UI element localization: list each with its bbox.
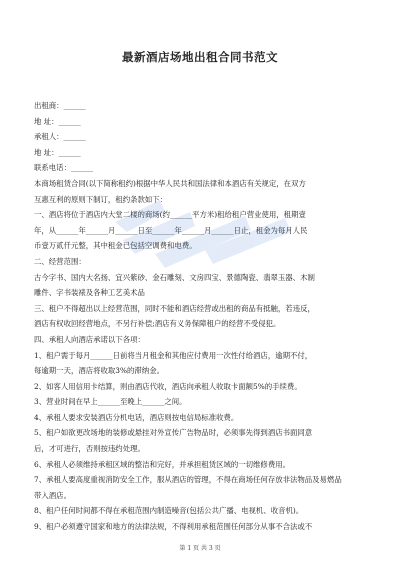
text-line: 出租商：______ xyxy=(34,101,86,110)
text-line: 4、承租人要求安装酒店分机电话，酒店则按电信局标准收费。 xyxy=(34,412,239,422)
text-line: 雕件、字书装裱及各种工艺美术品 xyxy=(34,288,145,298)
text-line: 8、租户任何时间都不得在承租范围内制造噪音(包括公共广播、电视机、收音机)。 xyxy=(34,506,304,516)
text-line: 本商场租赁合同(以下简称租约)根据中华人民共和国法律和本酒店有关规定，在双方 xyxy=(34,178,306,188)
text-line: 每逾期一天，酒店将收取3%的滞纳金。 xyxy=(34,366,164,376)
text-line: 互惠互利的原则下制订，租约条款如下： xyxy=(34,194,168,204)
text-line: 四、承租人向酒店承诺以下各项： xyxy=(34,334,145,344)
text-line: 7、承租人要高度重视消防安全工作，服从酒店的管理，不得在商场任何存放非法物品及易燃品 xyxy=(34,475,342,485)
text-line: 古今字书、国内大名扬、宜兴紫砂、金石雕刻、文房四宝、景德陶瓷、翡翠玉器、木制 xyxy=(34,272,315,282)
text-line: 币壹万贰仟元整，其中租金已包括空调费和电费。 xyxy=(34,241,197,251)
text-line: 6、承租人必须维持承租区域的整洁和完好，并承担租赁区域的一切维修费用。 xyxy=(34,459,290,469)
text-line: 3、营业时间在早上______至晚上______之间。 xyxy=(34,397,187,407)
text-line: 5、租户如欲更改场地的装修或悬挂对外宣传广告物品时，必须事先得到酒店书面同意 xyxy=(34,428,313,438)
text-line: 地 址：______ xyxy=(34,116,81,126)
text-line: 9、租户必须遵守国家和地方的法律法规，不得利用承租范围任何部分从事不合法或不 xyxy=(34,522,313,532)
text-line: 后，才可进行，否则按违约处理。 xyxy=(34,444,145,454)
text-line: 带入酒店。 xyxy=(34,490,71,500)
page-number: 第 1 页 共 3 页 xyxy=(179,545,221,552)
text-line: 酒店有权收回经营地点，不另行补偿;酒店有义务保障租户的经营不受侵犯。 xyxy=(34,319,281,329)
text-line: 一、酒店将位于酒店内大堂二楼的商场(约______平方米)租给租户营业使用，租期壹 xyxy=(34,210,306,220)
text-line: 2、如客人用信用卡结算，则由酒店代收，酒店向承租人收取卡面额5%的手续费。 xyxy=(34,381,302,391)
text-line: 承租人：______ xyxy=(34,132,86,142)
document-body xyxy=(34,98,376,535)
text-line: 地 址：______ xyxy=(34,147,81,157)
text-line: 1、租户需于每月______日前将当月租金和其他应付费用一次性付给酒店，逾期不付， xyxy=(34,350,313,360)
document-title: 最新酒店场地出租合同书范文 xyxy=(122,50,278,64)
text-line: 年，从______年______月______日至______年______月______日止，租金为每月人民 xyxy=(34,225,308,235)
text-line: 二、经营范围： xyxy=(34,256,86,266)
text-line: 联系电话：______ xyxy=(34,163,94,173)
text-line: 三、租户不得超出以上经营范围，同时不能和酒店经营或出租的商品有抵触，若违反， xyxy=(34,303,315,313)
